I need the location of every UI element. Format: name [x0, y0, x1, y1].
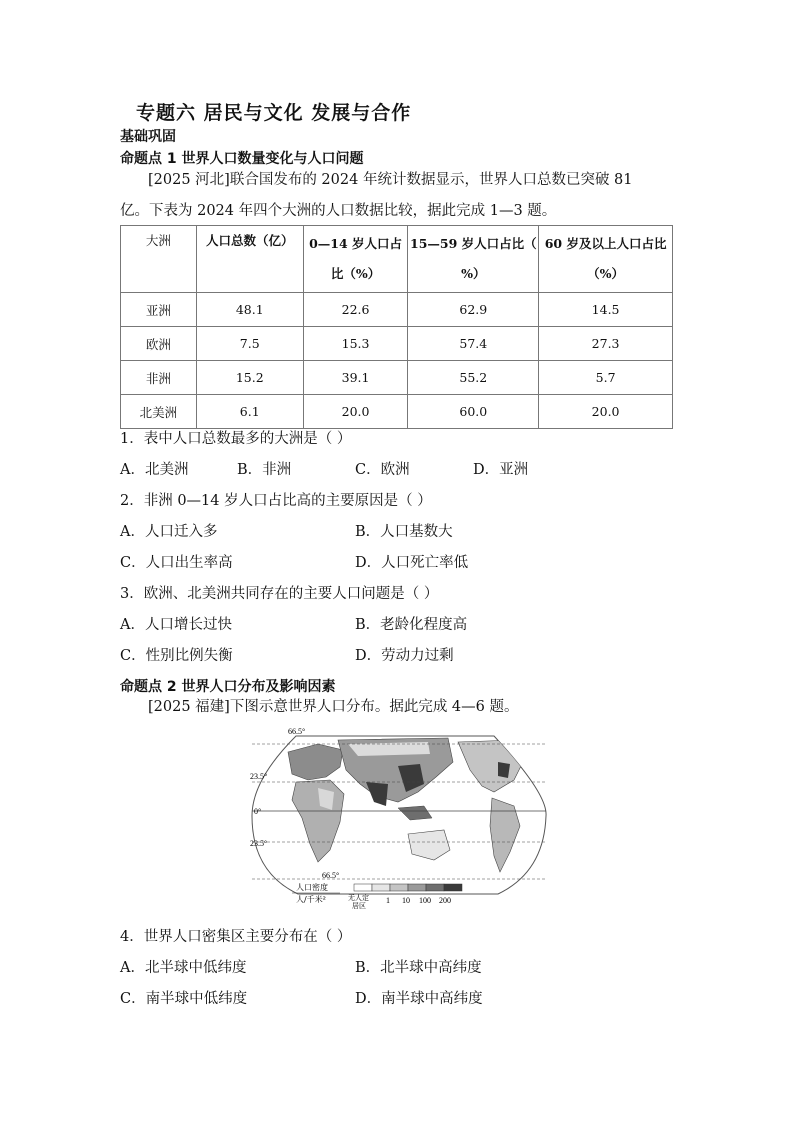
q3-stem: 3．欧洲、北美洲共同存在的主要人口问题是（ ） [120, 586, 439, 602]
table-cell: 北美洲 [121, 395, 197, 429]
table-header-cell: 60 岁及以上人口占比 （%） [539, 226, 673, 293]
legend-swatch [372, 884, 390, 891]
table-row [121, 395, 673, 429]
legend-swatch [408, 884, 426, 891]
table-cell: 27.3 [539, 327, 673, 361]
world-population-map [248, 722, 548, 910]
legend-label: 无人定 [348, 894, 369, 902]
q1-option-d[interactable]: D．亚洲 [473, 462, 529, 478]
q3-option-d[interactable]: D．劳动力过剩 [355, 648, 454, 664]
map-legend [292, 882, 462, 910]
q4-option-a[interactable]: A．北半球中低纬度 [120, 960, 247, 976]
table-row [121, 327, 673, 361]
q3-option-b[interactable]: B．老龄化程度高 [355, 617, 468, 633]
table-cell: 57.4 [408, 327, 539, 361]
q2-option-c[interactable]: C．人口出生率高 [120, 555, 233, 571]
legend-label: 居区 [352, 902, 366, 910]
table-cell: 5.7 [539, 361, 673, 395]
lat-label: 0° [254, 807, 262, 816]
table-cell: 48.1 [196, 293, 303, 327]
q3-option-c[interactable]: C．性别比例失衡 [120, 648, 233, 664]
q2-option-b[interactable]: B．人口基数大 [355, 524, 453, 540]
legend-swatch [390, 884, 408, 891]
table-cell: 60.0 [408, 395, 539, 429]
table-cell: 14.5 [539, 293, 673, 327]
population-table [120, 225, 673, 429]
q2-option-d[interactable]: D．人口死亡率低 [355, 555, 469, 571]
q2-option-a[interactable]: A．人口迁入多 [120, 524, 218, 540]
q3-option-a[interactable]: A．人口增长过快 [120, 617, 232, 633]
legend-label: 1 [386, 896, 390, 905]
table-header-cell: 大洲 [121, 226, 197, 293]
table-cell: 62.9 [408, 293, 539, 327]
table-cell: 亚洲 [121, 293, 197, 327]
lat-label: 66.5° [322, 871, 340, 880]
point1-intro-line1: [2025 河北]联合国发布的 2024 年统计数据显示，世界人口总数已突破 81 [148, 172, 633, 188]
table-cell: 15.3 [303, 327, 408, 361]
q2-stem: 2．非洲 0—14 岁人口占比高的主要原因是（ ） [120, 493, 432, 509]
table-cell: 20.0 [303, 395, 408, 429]
table-header-cell: 0—14 岁人口占 比（%） [303, 226, 408, 293]
table-cell: 39.1 [303, 361, 408, 395]
table-row [121, 361, 673, 395]
q4-stem: 4．世界人口密集区主要分布在（ ） [120, 929, 352, 945]
table-cell: 22.6 [303, 293, 408, 327]
legend-title: 人口密度 [296, 883, 328, 892]
lat-label: 23.5° [250, 772, 268, 781]
point2-intro: [2025 福建]下图示意世界人口分布。据此完成 4—6 题。 [148, 699, 519, 715]
table-header-cell: 15—59 岁人口占比（ %） [408, 226, 539, 293]
q4-option-b[interactable]: B．北半球中高纬度 [355, 960, 482, 976]
q4-option-c[interactable]: C．南半球中低纬度 [120, 991, 248, 1007]
table-cell: 欧洲 [121, 327, 197, 361]
legend-label: 200 [439, 896, 451, 905]
table-cell: 20.0 [539, 395, 673, 429]
lat-label: 23.5° [250, 839, 268, 848]
table-cell: 非洲 [121, 361, 197, 395]
legend-label: 10 [402, 896, 410, 905]
q1-option-b[interactable]: B．非洲 [237, 462, 292, 478]
table-cell: 7.5 [196, 327, 303, 361]
lat-label: 66.5° [288, 727, 306, 736]
section-heading: 基础巩固 [120, 129, 176, 145]
q1-stem: 1．表中人口总数最多的大洲是（ ） [120, 431, 352, 447]
table-header-row [121, 226, 673, 293]
legend-label: 100 [419, 896, 431, 905]
table-row [121, 293, 673, 327]
q1-option-a[interactable]: A．北美洲 [120, 462, 189, 478]
point2-heading: 命题点 2 世界人口分布及影响因素 [120, 679, 336, 695]
table-cell: 6.1 [196, 395, 303, 429]
page-title: 专题六 居民与文化 发展与合作 [136, 102, 412, 124]
legend-swatch [354, 884, 372, 891]
point1-intro-line2: 亿。下表为 2024 年四个大洲的人口数据比较，据此完成 1—3 题。 [120, 203, 557, 219]
table-cell: 55.2 [408, 361, 539, 395]
point1-heading: 命题点 1 世界人口数量变化与人口问题 [120, 151, 364, 167]
q1-option-c[interactable]: C．欧洲 [355, 462, 410, 478]
table-header-cell: 人口总数（亿） [196, 226, 303, 293]
legend-swatch [426, 884, 444, 891]
q4-option-d[interactable]: D．南半球中高纬度 [355, 991, 483, 1007]
legend-unit: 人/千米² [296, 895, 326, 904]
legend-swatch [444, 884, 462, 891]
table-cell: 15.2 [196, 361, 303, 395]
